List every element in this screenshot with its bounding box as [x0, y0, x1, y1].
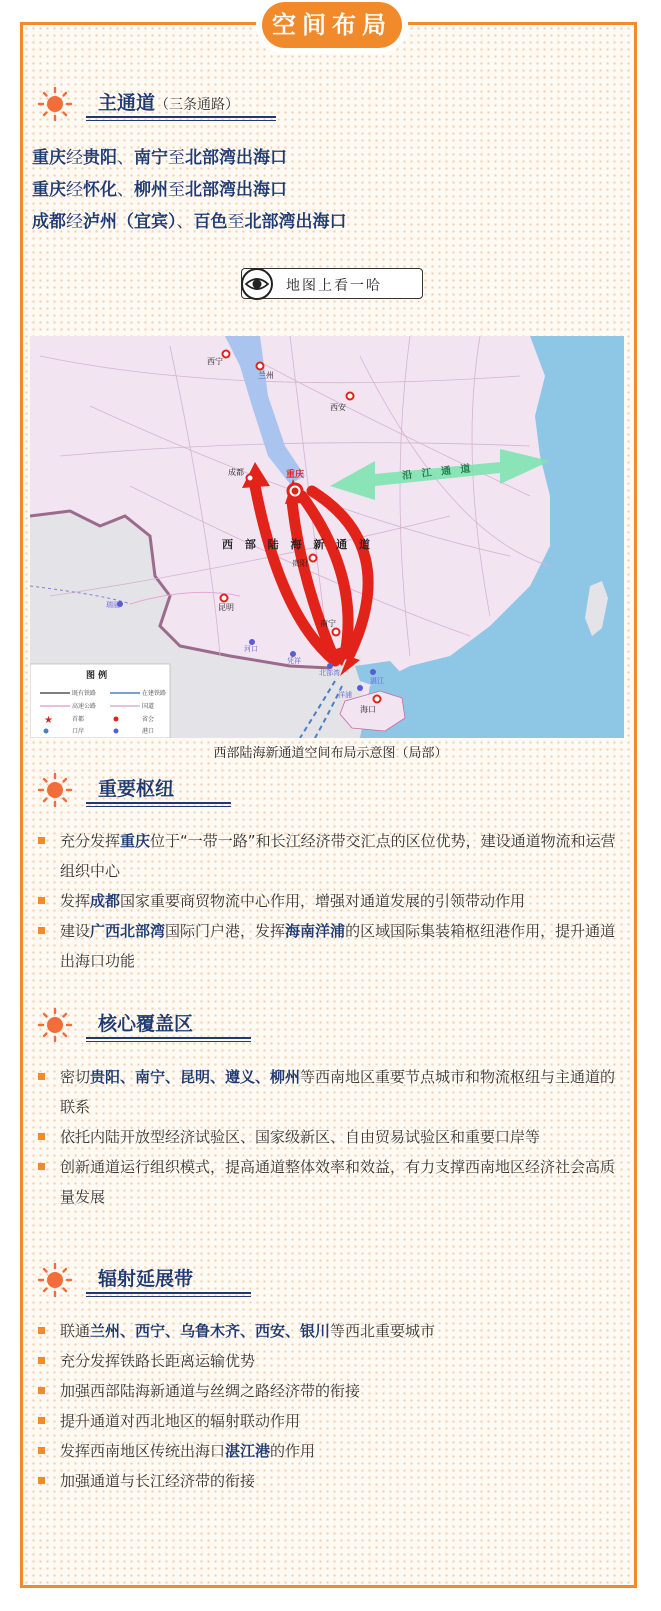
map-label-chengdu: 成都 — [228, 468, 244, 477]
list-item — [36, 1466, 628, 1496]
highlight-text: 湛江港 — [225, 1442, 271, 1460]
plain-text: 、 — [117, 180, 134, 200]
map-label-kunming: 昆明 — [218, 603, 234, 612]
section-main-corridor-header — [36, 84, 296, 124]
plain-text: 联通 — [60, 1322, 91, 1340]
list-item — [36, 1062, 628, 1122]
route-line — [32, 175, 287, 200]
highlight-text: 贵阳 — [83, 148, 117, 168]
section-hubs-header — [36, 770, 256, 810]
plain-text: 创新通道运行组织模式，提高通道整体效率和效益，有力支撑西南地区经济社会高质量发展 — [60, 1158, 616, 1206]
highlight-text: 南宁 — [134, 148, 168, 168]
plain-text: 发挥西南地区传统出海口 — [60, 1442, 226, 1460]
hubs-list — [36, 826, 628, 976]
map-legend-title: 图 例 — [86, 671, 108, 681]
highlight-text: 北部湾出海口 — [185, 180, 287, 200]
section-core-area-header — [36, 1005, 256, 1045]
map-label-pingxiang: 凭祥 — [287, 657, 301, 665]
plain-text: 国家重要商贸物流中心作用，增强对通道发展的引领带动作用 — [120, 892, 526, 910]
plain-text: 密切 — [60, 1068, 91, 1086]
eye-icon — [240, 267, 274, 301]
map-legend-item: 省会 — [142, 716, 155, 723]
map-label-ruili: 瑞丽 — [106, 601, 120, 609]
plain-text: 等西北重要城市 — [330, 1322, 436, 1340]
list-item — [36, 1406, 628, 1436]
sun-icon — [36, 770, 74, 808]
plain-text: 至 — [227, 212, 245, 232]
list-item — [36, 886, 628, 916]
plain-text: 国际门户港，发挥 — [165, 922, 286, 940]
highlight-text: 贵阳、南宁、昆明、遵义、柳州 — [90, 1068, 301, 1086]
map-label-lanzhou: 兰州 — [258, 371, 274, 380]
map-label-xining: 西宁 — [207, 357, 223, 366]
map-legend-item: 港口 — [142, 728, 155, 735]
plain-text: 经 — [66, 148, 83, 168]
plain-text: 充分发挥 — [60, 832, 121, 850]
map-label-yangpu: 洋浦 — [338, 691, 352, 699]
plain-text: 的区域国际集装箱枢纽港作用，提升通道出海口功能 — [60, 922, 616, 970]
list-item — [36, 1316, 628, 1346]
map-legend-item: 高速公路 — [72, 703, 97, 710]
plain-text: 依托内陆开放型经济试验区、国家级新区、自由贸易试验区和重要口岸等 — [60, 1128, 541, 1146]
map-legend-item: 首都 — [72, 716, 85, 723]
list-item — [36, 826, 628, 886]
map-corridor-label: 西 部 陆 海 新 通 道 — [222, 538, 374, 551]
page-title: 空间布局 — [262, 2, 402, 48]
highlight-text: 广西北部湾 — [90, 922, 166, 940]
section-title: 重要枢纽 — [98, 778, 175, 800]
route-line — [32, 207, 347, 232]
map-legend-item: 既有铁路 — [72, 690, 97, 697]
plain-text: 经 — [66, 180, 83, 200]
map-legend-item: 在建铁路 — [142, 690, 167, 697]
list-item — [36, 916, 628, 976]
sun-icon — [36, 84, 74, 122]
list-item — [36, 1436, 628, 1466]
corridor-map — [30, 336, 624, 738]
list-item — [36, 1346, 628, 1376]
view-map-label: 地图上看一哈 — [286, 278, 382, 294]
highlight-text: 兰州、西宁、乌鲁木齐、西安、银川 — [90, 1322, 331, 1340]
list-item — [36, 1152, 628, 1212]
plain-text: 、 — [176, 212, 194, 232]
plain-text: 加强西部陆海新通道与丝绸之路经济带的衔接 — [60, 1382, 361, 1400]
route-line — [32, 143, 287, 168]
extension-list — [36, 1316, 628, 1496]
highlight-text: 怀化 — [83, 180, 117, 200]
map-label-nanning: 南宁 — [320, 619, 336, 628]
highlight-text: 海南洋浦 — [285, 922, 346, 940]
map-label-chongqing: 重庆 — [286, 470, 305, 480]
plain-text: 、 — [117, 148, 134, 168]
plain-text: 等西南地区重要节点城市和物流枢纽与主通道的联系 — [60, 1068, 616, 1116]
plain-text: 提升通道对西北地区的辐射联动作用 — [60, 1412, 301, 1430]
highlight-text: 重庆 — [32, 148, 66, 168]
highlight-text: 柳州 — [134, 180, 168, 200]
highlight-text: 北部湾出海口 — [185, 148, 287, 168]
plain-text: 建设 — [60, 922, 91, 940]
plain-text: 至 — [168, 148, 185, 168]
map-caption: 西部陆海新通道空间布局示意图（局部） — [213, 746, 448, 761]
svg-text:★: ★ — [44, 715, 53, 726]
section-title: 主通道（三条通路） — [98, 92, 240, 114]
map-label-haikou: 海口 — [360, 705, 376, 714]
map-legend-item: 国道 — [142, 703, 155, 710]
view-map-button[interactable] — [241, 268, 423, 299]
section-extension-header — [36, 1260, 256, 1300]
map-yangtze-label: 沿 江 通 道 — [401, 463, 475, 482]
map-legend-item: 口岸 — [72, 728, 85, 735]
sun-icon — [36, 1005, 74, 1043]
list-item — [36, 1376, 628, 1406]
plain-text: 位于“一带一路”和长江经济带交汇点的区位优势，建设通道物流和运营组织中心 — [60, 832, 616, 880]
list-item — [36, 1122, 628, 1152]
highlight-text: 重庆 — [32, 180, 66, 200]
map-label-hekou: 河口 — [244, 645, 258, 653]
plain-text: 至 — [168, 180, 185, 200]
core-area-list — [36, 1062, 628, 1212]
map-label-beibuwan: 北部湾 — [319, 669, 340, 677]
plain-text: 加强通道与长江经济带的衔接 — [60, 1472, 256, 1490]
section-title: 核心覆盖区 — [98, 1013, 194, 1035]
highlight-text: 北部湾出海口 — [244, 212, 347, 232]
map-label-zhanjiang: 湛江 — [370, 677, 384, 685]
plain-text: 充分发挥铁路长距离运输优势 — [60, 1352, 256, 1370]
plain-text: 的作用 — [270, 1442, 316, 1460]
highlight-text: 成都 — [32, 212, 66, 232]
highlight-text: 泸州（宜宾） — [83, 212, 177, 232]
sun-icon — [36, 1260, 74, 1298]
plain-text: 发挥 — [60, 892, 91, 910]
map-label-xian: 西安 — [330, 403, 346, 412]
highlight-text: 成都 — [90, 892, 121, 910]
map-label-guiyang: 贵阳 — [292, 559, 308, 568]
section-title: 辐射延展带 — [98, 1268, 194, 1290]
highlight-text: 重庆 — [120, 832, 151, 850]
highlight-text: 百色 — [193, 212, 228, 232]
plain-text: 经 — [66, 212, 83, 232]
